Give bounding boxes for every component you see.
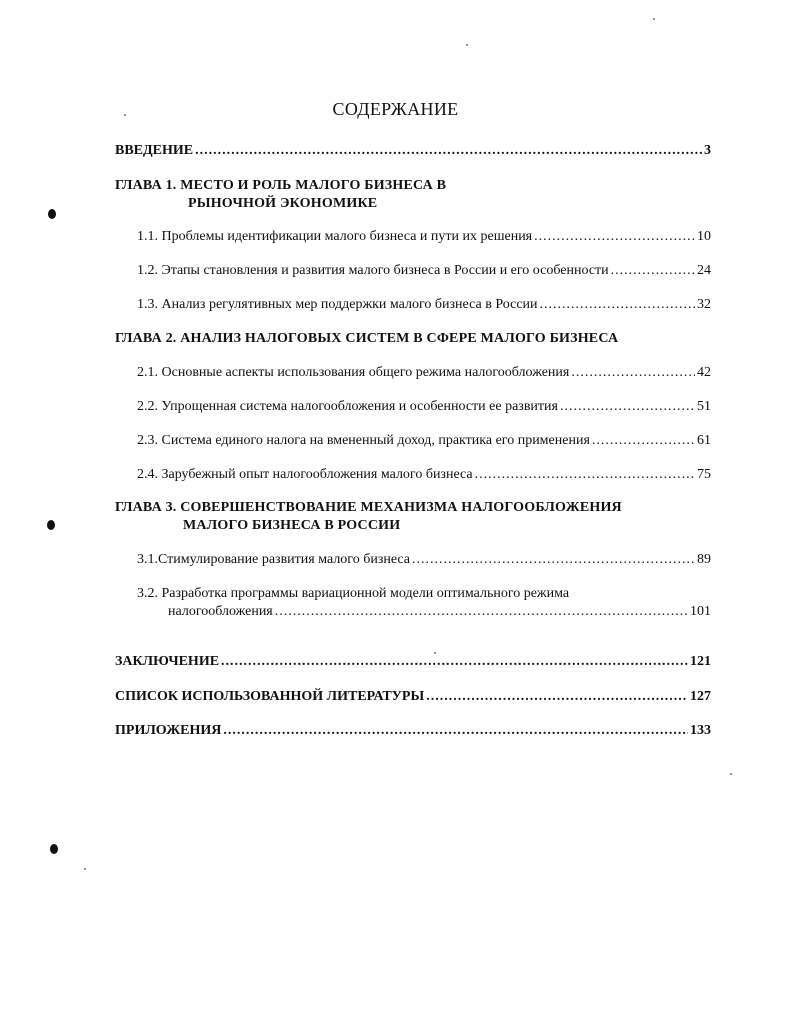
toc-entry-page: 133 xyxy=(690,723,711,738)
chapter-2-heading xyxy=(115,330,618,348)
toc-entry-label: налогообложения xyxy=(168,604,273,619)
page-title: СОДЕРЖАНИЕ xyxy=(332,99,459,119)
toc-entry-3-2-line1 xyxy=(137,585,711,603)
chapter-3-heading xyxy=(115,499,622,535)
toc-entry-page: 10 xyxy=(697,229,711,244)
leader-dots xyxy=(426,688,688,706)
toc-entry-3-1 xyxy=(137,551,711,569)
chapter-3-line2: МАЛОГО БИЗНЕСА В РОССИИ xyxy=(183,518,401,533)
leader-dots xyxy=(223,722,688,740)
leader-dots xyxy=(275,603,688,621)
toc-entry-page: 24 xyxy=(697,263,711,278)
toc-entry-page: 101 xyxy=(690,604,711,619)
scan-speck xyxy=(466,44,468,46)
leader-dots xyxy=(221,653,688,671)
toc-entry-intro xyxy=(115,142,711,160)
leader-dots xyxy=(592,432,695,450)
binder-hole-mark xyxy=(50,844,58,854)
toc-entry-2-3 xyxy=(137,432,711,450)
toc-entry-2-2 xyxy=(137,398,711,416)
leader-dots xyxy=(534,228,695,246)
leader-dots xyxy=(611,262,695,280)
toc-entry-1-1 xyxy=(137,228,711,246)
toc-entry-label: 2.1. Основные аспекты использования общего режима налогообложения xyxy=(137,365,570,380)
leader-dots xyxy=(195,142,702,160)
toc-entry-label: 1.2. Этапы становления и развития малого бизнеса в России и его особенности xyxy=(137,263,609,278)
toc-entry-1-3 xyxy=(137,296,711,314)
toc-entry-page: 3 xyxy=(704,143,711,158)
toc-entry-label: 1.3. Анализ регулятивных мер поддержки малого бизнеса в России xyxy=(137,297,538,312)
binder-hole-mark xyxy=(47,520,55,530)
toc-entry-label: 1.1. Проблемы идентификации малого бизнеса и пути их решения xyxy=(137,229,533,244)
toc-entry-label: 2.2. Упрощенная система налогообложения и особенности ее развития xyxy=(137,399,558,414)
toc-entry-page: 61 xyxy=(697,433,711,448)
toc-entry-references xyxy=(115,688,711,706)
chapter-1-line2: РЫНОЧНОЙ ЭКОНОМИКЕ xyxy=(188,196,378,211)
chapter-3-line1: ГЛАВА 3. СОВЕРШЕНСТВОВАНИЕ МЕХАНИЗМА НАЛОГООБЛОЖЕНИЯ xyxy=(115,500,622,515)
toc-entry-page: 121 xyxy=(690,654,711,669)
leader-dots xyxy=(571,364,695,382)
toc-entry-label: ВВЕДЕНИЕ xyxy=(115,143,194,158)
chapter-1-line1: ГЛАВА 1. МЕСТО И РОЛЬ МАЛОГО БИЗНЕСА В xyxy=(115,178,447,193)
scan-speck xyxy=(124,114,126,116)
toc-entry-1-2 xyxy=(137,262,711,280)
toc-entry-page: 42 xyxy=(697,365,711,380)
binder-hole-mark xyxy=(48,209,56,219)
leader-dots xyxy=(560,398,695,416)
toc-entry-label: 2.3. Система единого налога на вмененный доход, практика его применения xyxy=(137,433,590,448)
toc-entry-page: 127 xyxy=(690,689,711,704)
toc-entry-2-1 xyxy=(137,364,711,382)
chapter-2-line1: ГЛАВА 2. АНАЛИЗ НАЛОГОВЫХ СИСТЕМ В СФЕРЕ МАЛОГО БИЗНЕСА xyxy=(115,331,619,346)
chapter-1-heading xyxy=(115,177,446,213)
toc-entry-page: 32 xyxy=(697,297,711,312)
toc-entry-conclusion xyxy=(115,653,711,671)
toc-entry-label: ЗАКЛЮЧЕНИЕ xyxy=(115,654,220,669)
toc-entry-page: 75 xyxy=(697,467,711,482)
toc-entry-page: 51 xyxy=(697,399,711,414)
toc-entry-2-4 xyxy=(137,466,711,484)
scan-speck xyxy=(730,773,732,775)
leader-dots xyxy=(475,466,695,484)
toc-entry-label: 3.2. Разработка программы вариационной модели оптимального режима xyxy=(137,586,570,601)
toc-entry-appendix xyxy=(115,722,711,740)
toc-entry-label: ПРИЛОЖЕНИЯ xyxy=(115,723,222,738)
scan-speck xyxy=(434,652,436,654)
toc-entry-page: 89 xyxy=(697,552,711,567)
toc-entry-label: 2.4. Зарубежный опыт налогообложения малого бизнеса xyxy=(137,467,473,482)
leader-dots xyxy=(540,296,695,314)
leader-dots xyxy=(412,551,695,569)
scan-speck xyxy=(653,18,655,20)
toc-entry-label: 3.1.Стимулирование развития малого бизнеса xyxy=(137,552,410,567)
toc-entry-label: СПИСОК ИСПОЛЬЗОВАННОЙ ЛИТЕРАТУРЫ xyxy=(115,689,425,704)
scan-speck xyxy=(84,868,86,870)
toc-entry-3-2-line2 xyxy=(168,603,711,621)
